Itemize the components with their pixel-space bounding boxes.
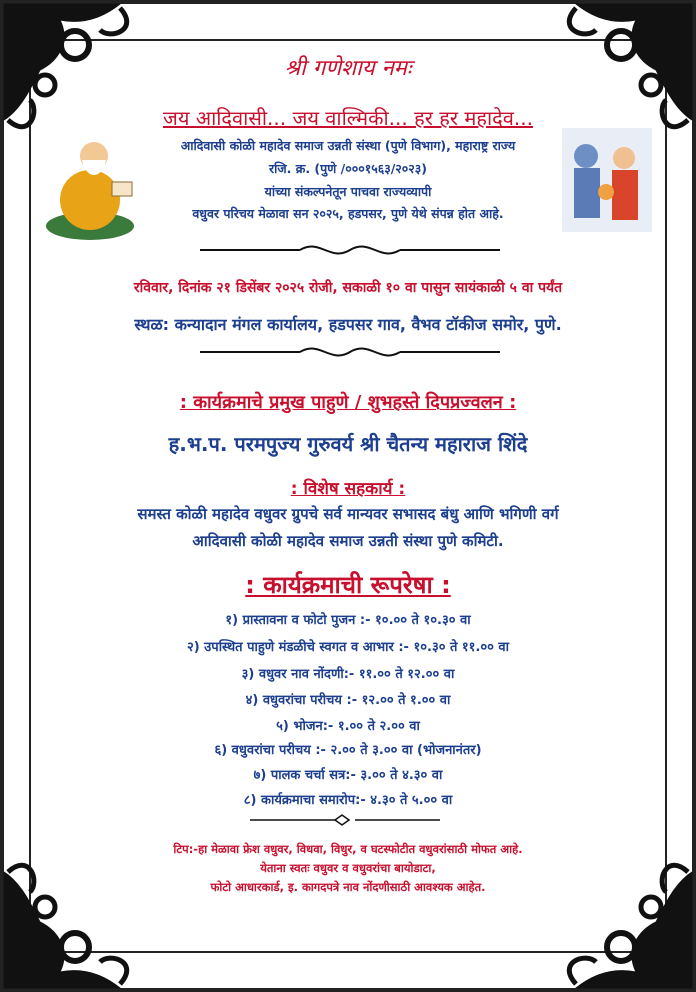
schedule-item: २) उपस्थित पाहुणे मंडळीचे स्वगत व आभार :- १०.३० ते ११.०० वा [186,640,510,655]
schedule-item: ५) भोजन:- १.०० ते २.०० वा [276,719,420,734]
slogan: जय आदिवासी... जय वाल्मिकी... हर हर महादेव... [163,106,533,130]
note-line-3: फोटो आधारकार्ड, इ. कागदपत्रे नाव नोंदणीसाठी आवश्यक आहेत. [210,880,486,894]
divider-3 [250,815,440,825]
cooperation-heading: : विशेष सहकार्य : [290,479,406,499]
note-line-2: येताना स्वतः वधुवर व वधुवरांचा बायोडाटा, [260,861,436,875]
guest-name: ह.भ.प. परमपुज्य गुरुवर्य श्री चैतन्य महाराज शिंदे [168,432,528,456]
schedule-item: ७) पालक चर्चा सत्र:- ३.०० ते ४.३० वा [253,768,443,783]
invocation: श्री गणेशाय नमः [284,56,412,81]
schedule-item: ४) वधुवरांचा परीचय :- १२.०० ते १.०० वा [245,693,451,708]
schedule-item: ३) वधुवर नाव नोंदणी:- ११.०० ते १२.०० वा [241,667,455,682]
venue-line: स्थळ: कन्यादान मंगल कार्यालय, हडपसर गाव, वैभव टॉकीज समोर, पुणे. [134,315,562,334]
initiative-line: यांच्या संकल्पनेतून पाचवा राज्यव्यापी [264,184,432,199]
divider-1 [200,247,500,254]
schedule-item: ८) कार्यक्रमाचा समारोप:- ४.३० ते ५.०० वा [243,793,453,808]
organization-line: आदिवासी कोळी महादेव समाज उन्नती संस्था (पुणे विभाग), महाराष्ट्र राज्य [180,138,516,153]
registration-line: रजि. क्र. (पुणे /०००१५६३/२०२३) [269,161,427,176]
cooperation-line-2: आदिवासी कोळी महादेव समाज उन्नती संस्था पुणे कमिटी. [192,532,504,550]
divider-2 [200,349,500,356]
schedule-item: ६) वधुवरांचा परीचय :- २.०० ते ३.०० वा (भोजनानंतर) [214,743,482,758]
schedule-heading: : कार्यक्रमाची रूपरेषा : [245,571,451,599]
date-line: रविवार, दिनांक २१ डिसेंबर २०२५ रोजी, सकाळी १० वा पासुन सायंकाळी ५ वा पर्यंत [133,280,563,296]
guest-heading: : कार्यक्रमाचे प्रमुख पाहुणे / शुभहस्ते दिपप्रज्वलन : [179,392,517,413]
event-line: वधुवर परिचय मेळावा सन २०२५, हडपसर, पुणे येथे संपन्न होत आहे. [192,206,504,221]
note-line-1: टिप:-हा मेळावा फ्रेश वधुवर, विधवा, विधुर, व घटस्फोटीत वधुवरांसाठी मोफत आहे. [173,842,523,856]
schedule-item: १) प्रास्तावना व फोटो पुजन :- १०.०० ते १०.३० वा [225,613,471,628]
cooperation-line-1: समस्त कोळी महादेव वधुवर ग्रुपचे सर्व मान्यवर सभासद बंधु आणि भगिणी वर्ग [137,505,559,523]
